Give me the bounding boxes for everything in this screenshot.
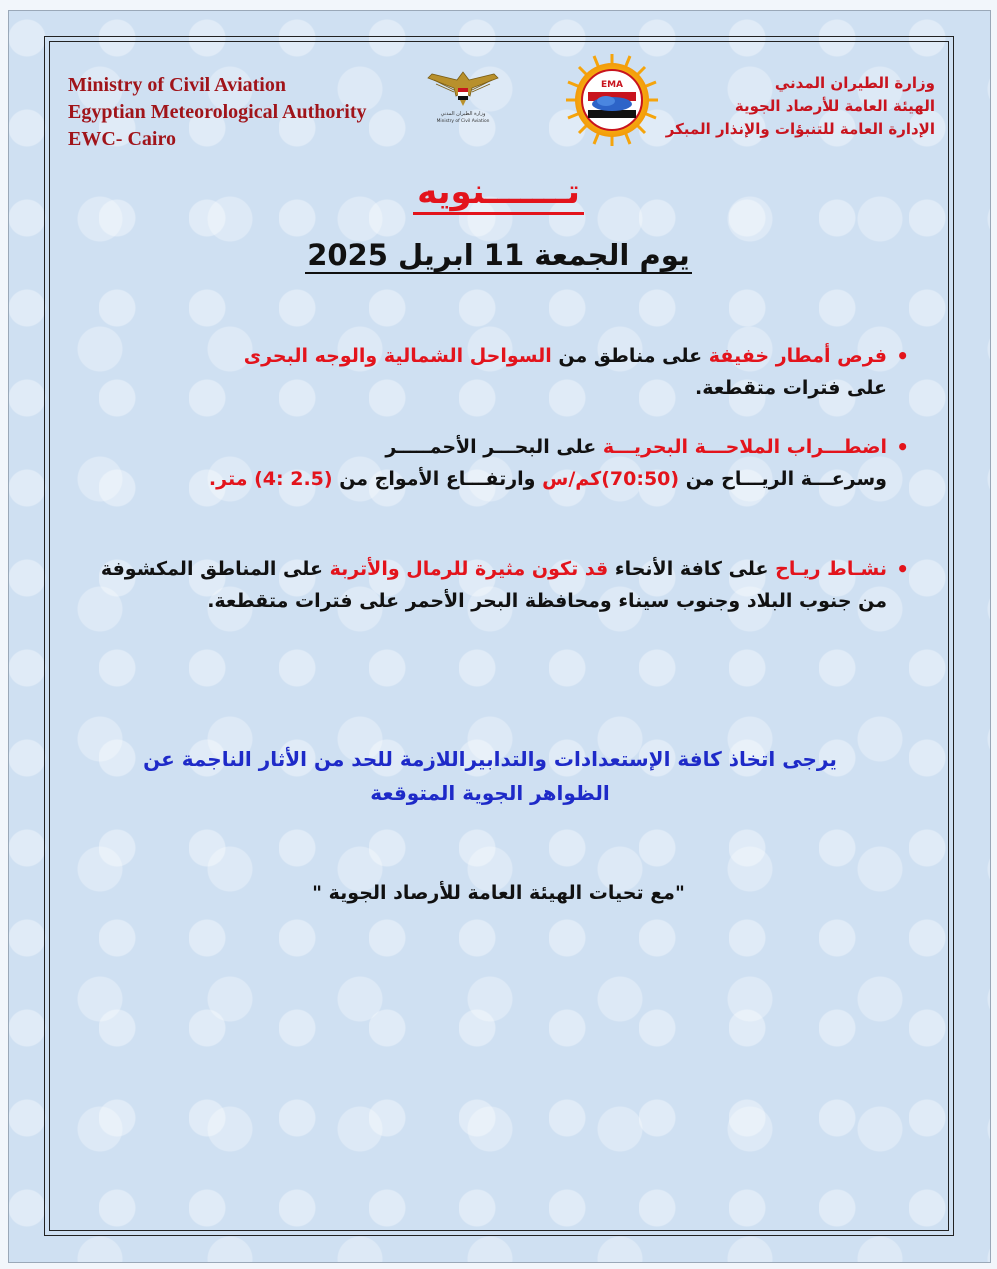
wind-speed-value: (70:50)كم/س xyxy=(542,468,680,490)
advice-line-1: يرجى اتخاذ كافة الإستعدادات والتدابيراللازمة للحد من الأثار الناجمة عن xyxy=(143,747,837,771)
ministry-name-ar: وزارة الطيران المدني xyxy=(774,74,935,92)
advice-text xyxy=(140,742,840,810)
warning-line xyxy=(69,553,887,585)
warning-item-navigation xyxy=(69,431,909,495)
warning-line: على فترات متقطعة. xyxy=(695,377,887,399)
ema-logo xyxy=(564,52,660,148)
warning-line xyxy=(69,340,887,372)
notice-date xyxy=(0,238,997,272)
warnings-list xyxy=(69,340,909,617)
warning-line: من جنوب البلاد وجنوب سيناء ومحافظة البحر الأحمر على فترات متقطعة. xyxy=(207,590,887,612)
notice-title-text: تـــــــنويه xyxy=(413,172,584,215)
warning-text: على مناطق من xyxy=(551,345,709,367)
advice-line-2: الظواهر الجوية المتوقعة xyxy=(370,781,610,805)
warning-highlight: فرص أمطار خفيفة xyxy=(708,345,887,367)
bullet-icon: • xyxy=(896,435,909,459)
eagle-logo-caption-ar: وزارة الطيران المدني xyxy=(440,111,486,117)
warning-text: على البحـــر الأحمـــــر xyxy=(385,436,603,458)
civil-aviation-eagle-logo xyxy=(424,66,502,128)
header-english xyxy=(68,72,367,153)
warning-highlight: اضطـــراب الملاحـــة البحريـــة xyxy=(602,436,887,458)
authority-name-ar: الهيئة العامة للأرصاد الجوية xyxy=(734,97,935,115)
warning-text: على كافة الأنحاء xyxy=(608,558,776,580)
eagle-logo-caption-en: Ministry of Civil Aviation xyxy=(436,119,490,124)
bullet-icon: • xyxy=(896,557,909,581)
warning-highlight: قد تكون مثيرة للرمال والأتربة xyxy=(329,558,609,580)
notice-date-text: يوم الجمعة 11 ابريل 2025 xyxy=(307,238,690,272)
warning-text: وارتفـــاع الأمواج من xyxy=(332,468,543,490)
center-name-en: EWC- Cairo xyxy=(68,128,176,150)
header-arabic xyxy=(666,72,935,141)
warning-item-rain xyxy=(69,340,909,404)
notice-title xyxy=(0,172,997,212)
bullet-icon: • xyxy=(896,344,909,368)
department-name-ar: الإدارة العامة للتنبؤات والإنذار المبكر xyxy=(665,120,935,138)
page-border xyxy=(44,36,954,1236)
authority-name-en: Egyptian Meteorological Authority xyxy=(68,101,367,123)
warning-text: وسرعـــة الريـــاح من xyxy=(679,468,887,490)
warning-line xyxy=(69,431,887,463)
warning-item-wind xyxy=(69,553,909,617)
warning-highlight: السواحل الشمالية والوجه البحرى xyxy=(243,345,552,367)
wave-height-value: (2.5 :4) متر. xyxy=(208,468,333,490)
page-inner-border xyxy=(49,41,949,1231)
ministry-name-en: Ministry of Civil Aviation xyxy=(68,74,286,96)
warning-highlight: نشـاط ريـاح xyxy=(775,558,887,580)
warning-line xyxy=(69,463,887,495)
warning-text: على المناطق المكشوفة xyxy=(100,558,330,580)
ema-logo-text: EMA xyxy=(600,80,624,90)
closing-greeting: "مع تحيات الهيئة العامة للأرصاد الجوية " xyxy=(312,882,685,904)
